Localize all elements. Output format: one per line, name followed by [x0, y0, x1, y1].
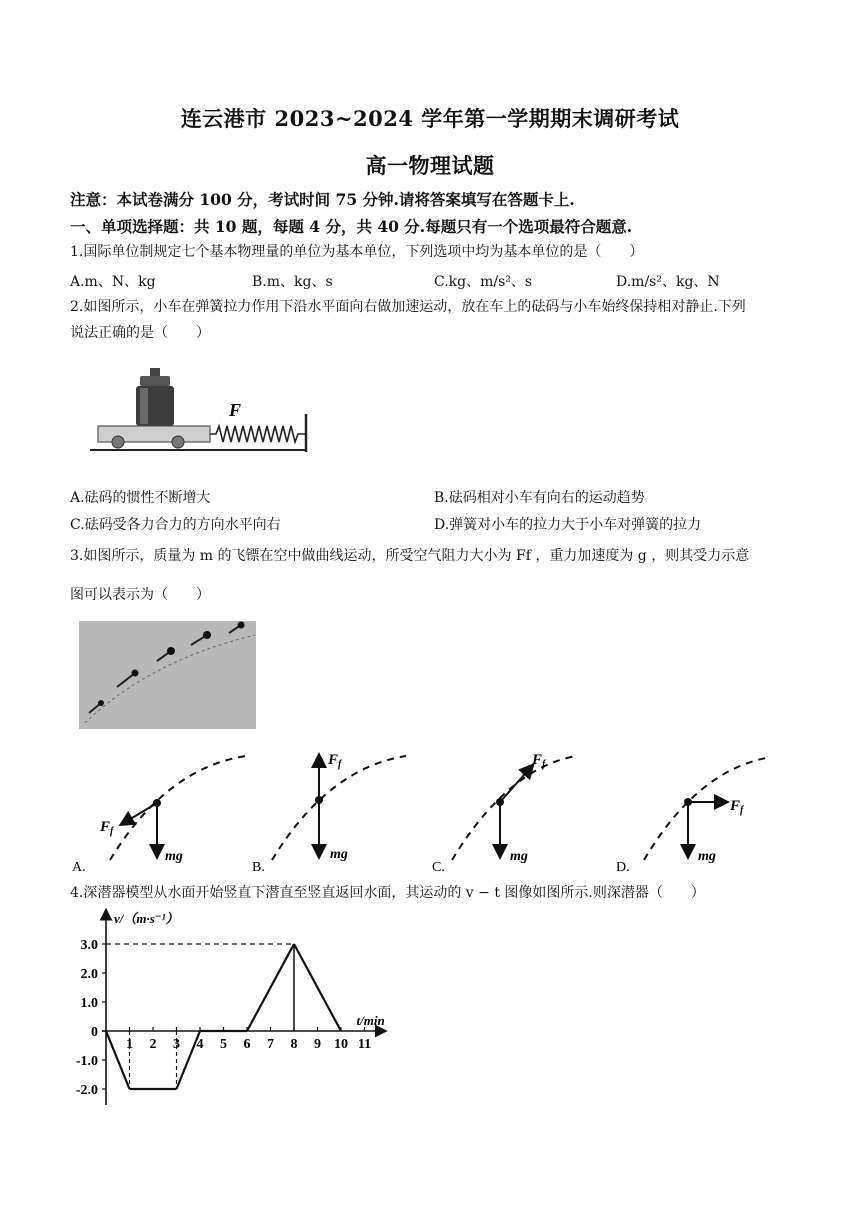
x-tick-label: 4 [196, 1037, 204, 1052]
x-tick-label: 9 [314, 1037, 321, 1052]
y-tick-label: -2.0 [75, 1083, 98, 1098]
q3-stem-line2: 图可以表示为（ ） [70, 587, 210, 603]
svg-text:mg: mg [330, 847, 348, 862]
q2-stem-line2: 说法正确的是（ ） [70, 325, 210, 341]
section-heading: 一、单项选择题：共 10 题，每题 4 分，共 40 分.每题只有一个选项最符合题意. [70, 217, 633, 236]
y-tick-label: 0 [91, 1025, 98, 1040]
svg-text:Ff: $F_f$ [532, 752, 546, 770]
option-c-label: C. [432, 860, 445, 875]
svg-text:mg: mg [698, 849, 716, 864]
option-b-label: B. [252, 860, 265, 875]
x-tick-label: 5 [220, 1037, 227, 1052]
y-tick-label: 2.0 [80, 967, 98, 982]
q4-stem: 4.深潜器模型从水面开始竖直下潜直至竖直返回水面，其运动的 v − t 图像如图所示.则深潜器（ ） [70, 885, 705, 901]
svg-text:mg: mg [510, 849, 528, 864]
q2-option-a: A.砝码的惯性不断增大 [70, 490, 211, 506]
q1-option-b: B.m、kg、s [252, 274, 333, 290]
q2-option-c: C.砝码受各力合力的方向水平向右 [70, 517, 281, 533]
q1-option-c: C.kg、m/s²、s [434, 274, 533, 290]
x-axis-label: t/min [356, 1013, 385, 1028]
series-segment [247, 944, 294, 1031]
x-tick-label: 2 [149, 1037, 157, 1052]
x-tick-label: 10 [334, 1037, 348, 1052]
x-tick-label: 7 [267, 1037, 274, 1052]
x-tick-label: 3 [173, 1037, 180, 1052]
series-segment [294, 944, 341, 1031]
option-d-label: D. [616, 860, 630, 875]
svg-text:Ff: $F_f$ [328, 752, 342, 770]
q3-stem-line1: 3.如图所示，质量为 m 的飞镖在空中做曲线运动，所受空气阻力大小为 Ff ，重力加速度为 g ，则其受力示意 [70, 548, 750, 564]
y-tick-label: 3.0 [80, 938, 98, 953]
q2-option-b: B.砝码相对小车有向右的运动趋势 [434, 490, 645, 506]
q1-stem: 1.国际单位制规定七个基本物理量的单位为基本单位，下列选项中均为基本单位的是（ ） [70, 244, 644, 260]
svg-text:mg: mg [165, 849, 183, 864]
q2-option-d: D.弹簧对小车的拉力大于小车对弹簧的拉力 [434, 517, 702, 533]
y-axis-label: v/（m·s⁻¹） [114, 911, 179, 926]
cart-spring-figure [66, 362, 326, 472]
cart-wheel-left [112, 436, 124, 448]
exam-title: 连云港市 2023~2024 学年第一学期期末调研考试 [180, 106, 680, 131]
y-tick-label: -1.0 [75, 1054, 98, 1069]
q1-option-a: A.m、N、kg [70, 274, 156, 290]
notice: 注意：本试卷满分 100 分，考试时间 75 分钟.请将答案填写在答题卡上. [70, 190, 575, 209]
weight-shine [140, 388, 148, 424]
weight-neck [140, 376, 170, 386]
x-tick-label: 11 [357, 1037, 372, 1052]
x-tick-label: 6 [243, 1037, 251, 1052]
x-tick-label: 1 [126, 1037, 133, 1052]
option-d-diagram [616, 758, 766, 875]
option-a-diagram [72, 756, 246, 875]
v-t-chart [66, 905, 416, 1105]
y-tick-label: 1.0 [80, 996, 98, 1011]
x-tick-label: 8 [290, 1037, 298, 1052]
paper-subtitle: 高一物理试题 [365, 153, 495, 178]
option-a-label: A. [72, 860, 86, 875]
svg-text:Ff: $F_f$ [100, 819, 114, 837]
q2-stem-line1: 2.如图所示，小车在弹簧拉力作用下沿水平面向右做加速运动，放在车上的砝码与小车始终保持相对静止.下列 [70, 299, 746, 315]
option-b-diagram [252, 752, 406, 875]
q1-option-d: D.m/s²、kg、N [616, 274, 720, 290]
cart-wheel-right [172, 436, 184, 448]
dart-photo [79, 621, 256, 729]
spring [210, 426, 306, 442]
force-label-f: F [229, 400, 242, 420]
q3-options-figure [66, 748, 846, 878]
svg-text:Ff: $F_f$ [730, 798, 744, 816]
option-c-diagram [432, 752, 576, 875]
series-segment [177, 1031, 201, 1089]
